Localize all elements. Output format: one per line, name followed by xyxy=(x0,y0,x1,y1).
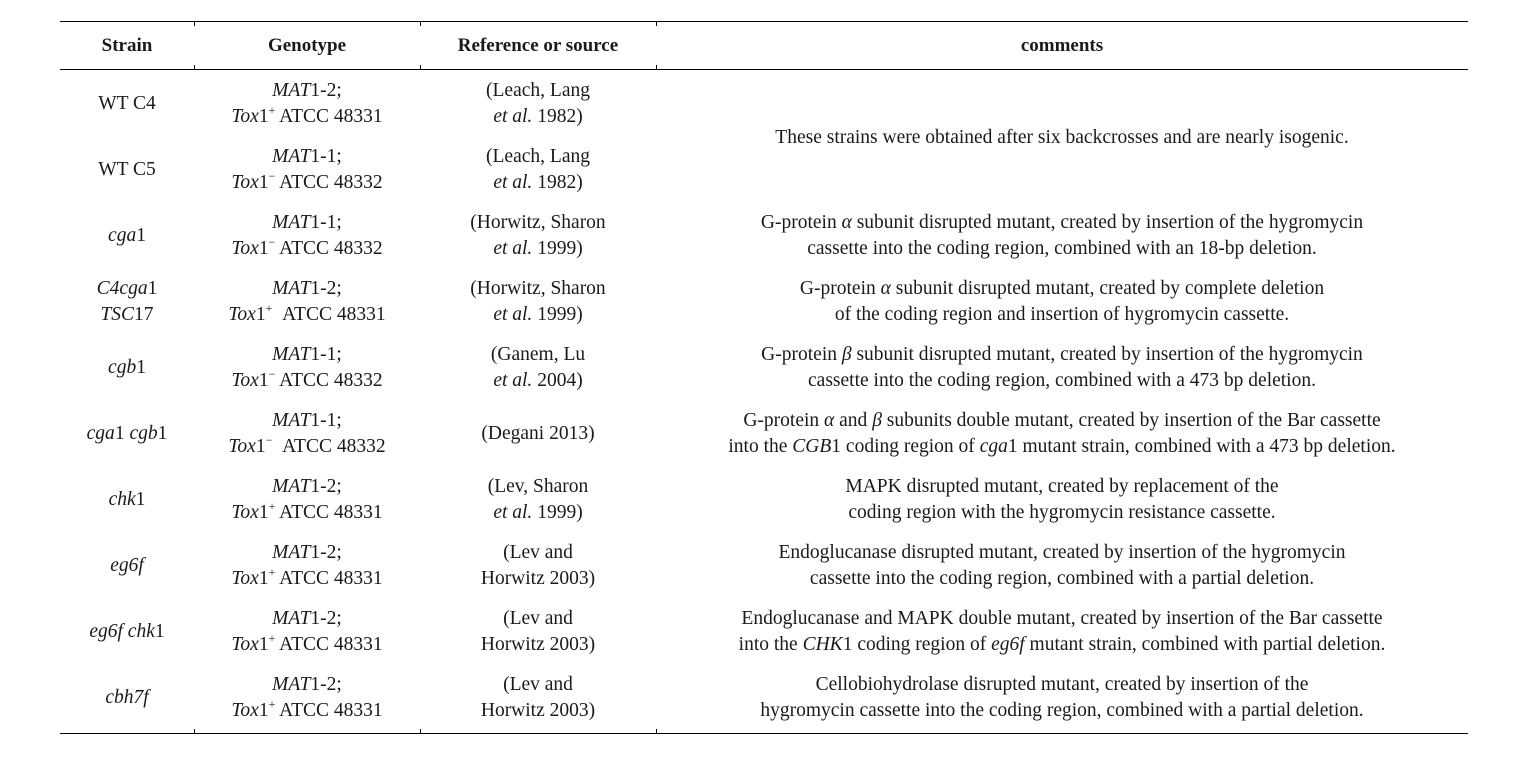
tox-allele-sign: + xyxy=(268,696,276,711)
reference-line1 xyxy=(420,606,656,632)
genotype-tox xyxy=(194,698,420,724)
column-tick xyxy=(656,21,657,26)
genotype-tox xyxy=(194,632,420,658)
column-tick xyxy=(420,729,421,734)
genotype-tox xyxy=(194,500,420,526)
text-run: CGB xyxy=(792,436,832,457)
text-run: WT C4 xyxy=(98,93,156,114)
reference-year: Horwitz 2003) xyxy=(480,700,596,721)
mat-label: MAT xyxy=(272,80,311,101)
text-run: cassette into the coding region, combined with an 18-bp deletion. xyxy=(807,238,1317,259)
reference-line2 xyxy=(420,698,656,724)
mat-value: 1-1; xyxy=(310,410,342,431)
genotype-tox xyxy=(194,170,420,196)
text-run: C4cga xyxy=(96,278,148,299)
mat-label: MAT xyxy=(272,278,311,299)
reference-line1 xyxy=(420,474,656,500)
text-run: α xyxy=(841,212,852,233)
tox-digit: 1 xyxy=(258,700,269,721)
atcc-number: ATCC 48331 xyxy=(275,700,383,721)
text-run: 1 xyxy=(147,278,158,299)
tox-label: Tox xyxy=(231,700,259,721)
text-run: cgb xyxy=(129,423,158,444)
tox-allele-sign: − xyxy=(268,168,276,183)
reference-etal: et al. xyxy=(493,304,533,325)
text-run: into the xyxy=(728,436,793,457)
column-tick xyxy=(420,65,421,70)
strain-cell-line2 xyxy=(60,302,194,328)
text-run: β xyxy=(872,410,882,431)
tox-label: Tox xyxy=(231,502,259,523)
text-run: 1 xyxy=(114,423,130,444)
reference-text: (Lev and xyxy=(503,674,573,695)
comment-line2 xyxy=(656,500,1468,526)
strain-cell xyxy=(60,421,194,447)
text-run: cgb xyxy=(108,357,137,378)
header-strain: Strain xyxy=(101,35,153,56)
genotype-tox xyxy=(194,434,420,460)
tox-allele-sign: − xyxy=(268,234,276,249)
text-run: α xyxy=(880,278,891,299)
text-run: 1 xyxy=(157,423,168,444)
comment-line2 xyxy=(656,698,1468,724)
tox-allele-sign: − xyxy=(268,366,276,381)
genotype-mat xyxy=(194,144,420,170)
text-run: eg6f xyxy=(991,634,1025,655)
strain-cell xyxy=(60,553,194,579)
reference-year: 1999) xyxy=(532,304,583,325)
column-tick xyxy=(194,65,195,70)
table-bottom-rule xyxy=(60,733,1468,734)
text-run: Endoglucanase disrupted mutant, created by insertion of the hygromycin xyxy=(778,542,1346,563)
reference-line1 xyxy=(420,672,656,698)
strain-cell xyxy=(60,91,194,117)
mat-value: 1-1; xyxy=(310,212,342,233)
mat-value: 1-2; xyxy=(310,674,342,695)
mat-value: 1-2; xyxy=(310,278,342,299)
reference-year: 1999) xyxy=(532,238,583,259)
tox-label: Tox xyxy=(231,238,259,259)
comment-line1 xyxy=(656,408,1468,434)
reference-text: (Lev and xyxy=(503,608,573,629)
strain-cell xyxy=(60,276,194,302)
shared-comment: These strains were obtained after six backcrosses and are nearly isogenic. xyxy=(775,127,1349,148)
text-run: cbh7f xyxy=(105,687,149,708)
text-run: β xyxy=(841,344,852,365)
header-genotype: Genotype xyxy=(267,35,347,56)
genotype-tox xyxy=(194,302,420,328)
tox-digit: 1 xyxy=(258,568,269,589)
atcc-number: ATCC 48332 xyxy=(272,436,386,457)
column-tick xyxy=(656,65,657,70)
text-run: hygromycin cassette into the coding region, combined with a partial deletion. xyxy=(760,700,1364,721)
text-run: cga xyxy=(979,436,1008,457)
text-run: Cellobiohydrolase disrupted mutant, created by insertion of the xyxy=(815,674,1309,695)
reference-line2 xyxy=(420,170,656,196)
text-run: 1 xyxy=(136,357,146,378)
table-header-rule xyxy=(60,69,1468,70)
text-run: 1 xyxy=(154,621,165,642)
mat-value: 1-2; xyxy=(310,542,342,563)
mat-label: MAT xyxy=(272,674,311,695)
reference-line1 xyxy=(420,342,656,368)
text-run: 1 coding region of xyxy=(842,634,992,655)
genotype-mat xyxy=(194,606,420,632)
genotype-mat xyxy=(194,342,420,368)
text-run: eg6f chk xyxy=(89,621,155,642)
reference-line2 xyxy=(420,104,656,130)
text-run: and xyxy=(834,410,873,431)
reference-line1 xyxy=(420,210,656,236)
genotype-tox xyxy=(194,566,420,592)
header-reference: Reference or source xyxy=(457,35,619,56)
genotype-mat xyxy=(194,540,420,566)
column-tick xyxy=(194,21,195,26)
text-run: into the xyxy=(738,634,803,655)
tox-label: Tox xyxy=(231,172,259,193)
tox-allele-sign: + xyxy=(268,564,276,579)
text-run: cga xyxy=(108,225,137,246)
tox-digit: 1 xyxy=(258,370,269,391)
reference-cell xyxy=(420,421,656,447)
text-run: Endoglucanase and MAPK double mutant, created by insertion of the Bar cassette xyxy=(741,608,1383,629)
comment-line2 xyxy=(656,434,1468,460)
reference-year: 1982) xyxy=(532,172,583,193)
strain-cell xyxy=(60,157,194,183)
tox-allele-sign: + xyxy=(265,300,273,315)
tox-allele-sign: − xyxy=(265,432,273,447)
reference-text: (Ganem, Lu xyxy=(490,344,586,365)
text-run: G-protein xyxy=(761,344,842,365)
text-run: mutant strain, combined with partial deletion. xyxy=(1024,634,1386,655)
text-run: subunit disrupted mutant, created by complete deletion xyxy=(890,278,1325,299)
reference-text: (Lev, Sharon xyxy=(487,476,589,497)
reference-line2 xyxy=(420,236,656,262)
mat-value: 1-2; xyxy=(310,608,342,629)
reference-etal: et al. xyxy=(493,172,533,193)
comment-line2 xyxy=(656,302,1468,328)
comment-line1 xyxy=(656,276,1468,302)
atcc-number: ATCC 48332 xyxy=(275,370,383,391)
atcc-number: ATCC 48331 xyxy=(275,634,383,655)
mat-label: MAT xyxy=(272,476,311,497)
mat-value: 1-2; xyxy=(310,80,342,101)
reference-line2 xyxy=(420,500,656,526)
genotype-mat xyxy=(194,276,420,302)
comment-line1 xyxy=(656,210,1468,236)
comment-line1 xyxy=(656,342,1468,368)
mat-value: 1-1; xyxy=(310,146,342,167)
reference-year: Horwitz 2003) xyxy=(480,568,596,589)
tox-digit: 1 xyxy=(255,304,266,325)
text-run: G-protein xyxy=(743,410,825,431)
text-run: 1 xyxy=(136,225,146,246)
mat-label: MAT xyxy=(272,212,311,233)
genotype-mat xyxy=(194,672,420,698)
tox-label: Tox xyxy=(231,106,259,127)
tox-digit: 1 xyxy=(258,502,269,523)
text-run: 1 coding region of xyxy=(831,436,980,457)
genotype-mat xyxy=(194,210,420,236)
comment-line1 xyxy=(656,606,1468,632)
text-run: eg6f xyxy=(110,555,144,576)
table-top-rule xyxy=(60,21,1468,22)
reference-etal: et al. xyxy=(493,502,533,523)
text-run: 17 xyxy=(134,304,154,325)
comment-line1 xyxy=(656,672,1468,698)
reference-line2 xyxy=(420,368,656,394)
text-run: TSC xyxy=(100,304,135,325)
text-run: chk xyxy=(108,489,136,510)
tox-digit: 1 xyxy=(255,436,266,457)
text-run: G-protein xyxy=(799,278,881,299)
genotype-tox xyxy=(194,236,420,262)
genotype-mat xyxy=(194,474,420,500)
tox-digit: 1 xyxy=(258,634,269,655)
text-run: 1 mutant strain, combined with a 473 bp deletion. xyxy=(1007,436,1396,457)
text-run: of the coding region and insertion of hygromycin cassette. xyxy=(834,304,1290,325)
reference-etal: et al. xyxy=(493,106,533,127)
column-tick xyxy=(420,21,421,26)
text-run: MAPK disrupted mutant, created by replacement of the xyxy=(845,476,1279,497)
reference-year: Horwitz 2003) xyxy=(480,634,596,655)
header-comments: comments xyxy=(1020,35,1104,56)
text-run: WT C5 xyxy=(98,159,156,180)
text-run: coding region with the hygromycin resistance cassette. xyxy=(848,502,1276,523)
reference-etal: et al. xyxy=(493,238,533,259)
column-tick xyxy=(194,729,195,734)
mat-label: MAT xyxy=(272,542,311,563)
tox-label: Tox xyxy=(231,634,259,655)
reference-year: 2004) xyxy=(532,370,583,391)
text-run: cga xyxy=(86,423,115,444)
strain-cell xyxy=(60,355,194,381)
reference-text: (Degani 2013) xyxy=(481,423,595,444)
strain-cell xyxy=(60,619,194,645)
text-run: cassette into the coding region, combined with a 473 bp deletion. xyxy=(808,370,1316,391)
text-run: α xyxy=(824,410,835,431)
column-tick xyxy=(656,729,657,734)
tox-allele-sign: + xyxy=(268,498,276,513)
genotype-mat xyxy=(194,78,420,104)
tox-digit: 1 xyxy=(258,106,269,127)
reference-line1 xyxy=(420,276,656,302)
reference-line2 xyxy=(420,566,656,592)
text-run: CHK xyxy=(802,634,843,655)
strain-cell xyxy=(60,487,194,513)
reference-year: 1999) xyxy=(532,502,583,523)
atcc-number: ATCC 48331 xyxy=(272,304,386,325)
tox-allele-sign: + xyxy=(268,630,276,645)
reference-text: (Horwitz, Sharon xyxy=(470,212,606,233)
text-run: G-protein xyxy=(760,212,842,233)
reference-line2 xyxy=(420,632,656,658)
atcc-number: ATCC 48332 xyxy=(275,172,383,193)
tox-label: Tox xyxy=(231,568,259,589)
comment-line1 xyxy=(656,474,1468,500)
strain-cell xyxy=(60,223,194,249)
reference-text: (Leach, Lang xyxy=(486,80,590,101)
strain-cell xyxy=(60,685,194,711)
mat-label: MAT xyxy=(272,410,311,431)
tox-label: Tox xyxy=(228,304,256,325)
mat-label: MAT xyxy=(272,146,311,167)
genotype-tox xyxy=(194,368,420,394)
atcc-number: ATCC 48331 xyxy=(275,106,383,127)
atcc-number: ATCC 48332 xyxy=(275,238,383,259)
mat-label: MAT xyxy=(272,608,311,629)
reference-line2 xyxy=(420,302,656,328)
comment-line2 xyxy=(656,368,1468,394)
text-run: 1 xyxy=(135,489,146,510)
tox-allele-sign: + xyxy=(268,102,276,117)
comment-line2 xyxy=(656,236,1468,262)
text-run: subunit disrupted mutant, created by insertion of the hygromycin xyxy=(851,344,1363,365)
tox-label: Tox xyxy=(228,436,256,457)
text-run: subunits double mutant, created by insertion of the Bar cassette xyxy=(881,410,1381,431)
reference-text: (Leach, Lang xyxy=(486,146,590,167)
reference-text: (Horwitz, Sharon xyxy=(470,278,606,299)
reference-line1 xyxy=(420,78,656,104)
reference-etal: et al. xyxy=(493,370,533,391)
reference-line1 xyxy=(420,144,656,170)
comment-line2 xyxy=(656,632,1468,658)
tox-digit: 1 xyxy=(258,172,269,193)
comment-line1 xyxy=(656,540,1468,566)
genotype-mat xyxy=(194,408,420,434)
text-run: cassette into the coding region, combined with a partial deletion. xyxy=(809,568,1315,589)
atcc-number: ATCC 48331 xyxy=(275,568,383,589)
tox-label: Tox xyxy=(231,370,259,391)
text-run: subunit disrupted mutant, created by insertion of the hygromycin xyxy=(851,212,1364,233)
mat-label: MAT xyxy=(272,344,311,365)
reference-year: 1982) xyxy=(532,106,583,127)
reference-line1 xyxy=(420,540,656,566)
comment-line2 xyxy=(656,566,1468,592)
atcc-number: ATCC 48331 xyxy=(275,502,383,523)
mat-value: 1-1; xyxy=(310,344,342,365)
reference-text: (Lev and xyxy=(503,542,573,563)
mat-value: 1-2; xyxy=(310,476,342,497)
genotype-tox xyxy=(194,104,420,130)
tox-digit: 1 xyxy=(258,238,269,259)
